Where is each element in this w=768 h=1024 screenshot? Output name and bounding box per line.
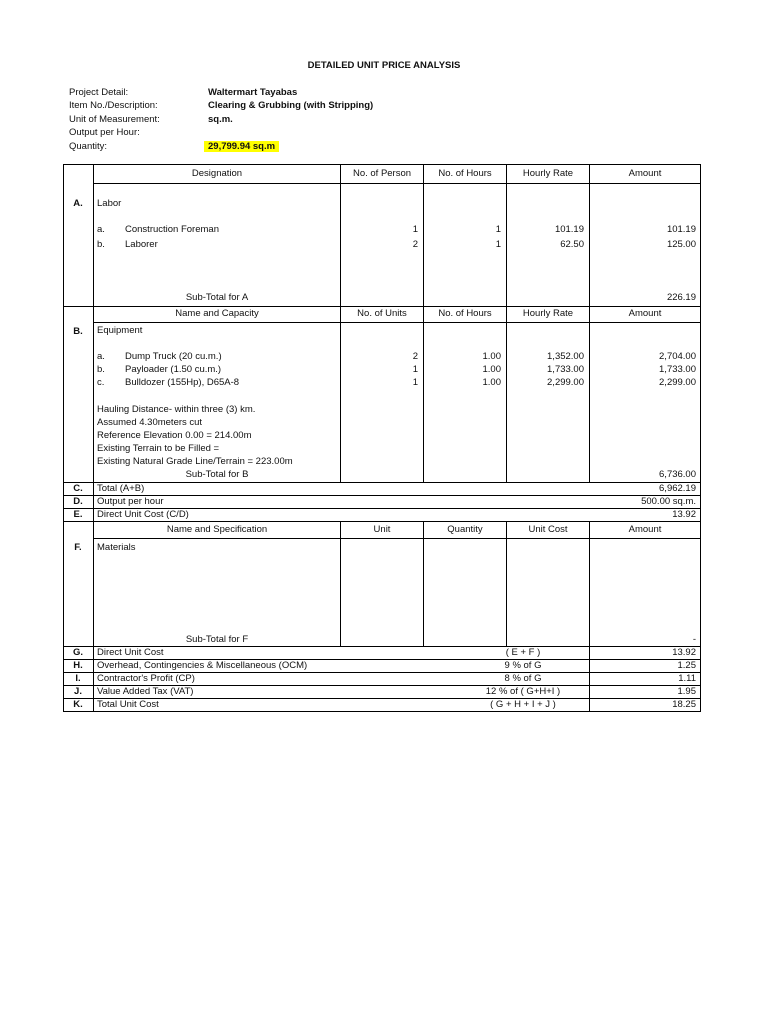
unit-measurement-label: Unit of Measurement:	[69, 113, 160, 125]
equipment-note: Assumed 4.30meters cut	[97, 417, 203, 428]
materials-subtotal: -	[692, 634, 696, 645]
labor-row-name: Laborer	[125, 239, 158, 250]
summary-amount: 13.92	[672, 509, 696, 520]
summary-label: Direct Unit Cost (C/D)	[97, 509, 189, 520]
equipment-header-units: No. of Units	[357, 308, 407, 319]
grid-line	[93, 538, 701, 539]
equipment-subtotal: 6,736.00	[659, 469, 696, 480]
equipment-row-rate: 1,352.00	[547, 351, 584, 362]
labor-header-hours: No. of Hours	[438, 168, 492, 179]
labor-row-letter: a.	[97, 224, 105, 235]
grid-line	[63, 164, 64, 712]
materials-header-name: Name and Specification	[166, 524, 268, 535]
equipment-row-hours: 1.00	[482, 351, 501, 362]
materials-header-unit-cost: Unit Cost	[528, 524, 568, 535]
equipment-row-rate: 1,733.00	[547, 364, 584, 375]
grid-line	[93, 183, 701, 184]
equipment-row-name: Payloader (1.50 cu.m.)	[125, 364, 222, 375]
grid-line	[589, 521, 590, 646]
equipment-row-name: Dump Truck (20 cu.m.)	[125, 351, 222, 362]
grid-line	[506, 521, 507, 646]
summary-label: Contractor's Profit (CP)	[97, 673, 195, 684]
summary-formula: 12 % of ( G+H+I )	[485, 686, 561, 697]
grid-line	[93, 164, 94, 712]
grid-line	[589, 306, 590, 482]
equipment-row-qty: 1	[412, 364, 418, 375]
equipment-header-hours: No. of Hours	[438, 308, 492, 319]
labor-header-rate: Hourly Rate	[522, 168, 574, 179]
project-detail-label: Project Detail:	[69, 87, 129, 98]
grid-line	[63, 164, 701, 165]
grid-line	[93, 322, 701, 323]
summary-amount: 1.95	[677, 686, 696, 697]
summary-code: J.	[74, 686, 82, 697]
equipment-label: Equipment	[97, 325, 143, 336]
labor-row-letter: b.	[97, 239, 105, 250]
equipment-header-name: Name and Capacity	[175, 308, 259, 319]
labor-row-rate: 62.50	[560, 239, 584, 250]
summary-label: Value Added Tax (VAT)	[97, 686, 194, 697]
summary-formula: ( E + F )	[505, 647, 541, 658]
labor-row-hours: 1	[495, 224, 501, 235]
project-detail-value: Waltermart Tayabas	[208, 87, 298, 98]
summary-formula: ( G + H + I + J )	[490, 699, 556, 710]
grid-line	[63, 521, 701, 522]
summary-code: H.	[73, 660, 83, 671]
equipment-header-amount: Amount	[628, 308, 662, 319]
price-analysis-table	[63, 164, 701, 712]
grid-line	[63, 711, 701, 712]
materials-label: Materials	[97, 542, 136, 553]
labor-header-designation: Designation	[191, 168, 243, 179]
materials-code: F.	[74, 542, 82, 553]
summary-label: Output per hour	[97, 496, 164, 507]
materials-header-amount: Amount	[628, 524, 662, 535]
labor-row-rate: 101.19	[554, 224, 584, 235]
labor-row-name: Construction Foreman	[125, 224, 219, 235]
summary-amount: 500.00 sq.m.	[641, 496, 696, 507]
equipment-row-amount: 1,733.00	[659, 364, 696, 375]
summary-label: Total (A+B)	[97, 483, 145, 494]
summary-code: C.	[73, 483, 83, 494]
labor-subtotal-label: Sub-Total for A	[185, 292, 249, 303]
equipment-row-letter: b.	[97, 364, 105, 375]
labor-row-amount: 101.19	[666, 224, 696, 235]
materials-subtotal-label: Sub-Total for F	[185, 634, 249, 645]
grid-line	[423, 521, 424, 646]
summary-amount: 18.25	[672, 699, 696, 710]
summary-amount: 13.92	[672, 647, 696, 658]
labor-header-persons: No. of Person	[352, 168, 412, 179]
equipment-note: Hauling Distance- within three (3) km.	[97, 404, 256, 415]
summary-amount: 6,962.19	[659, 483, 696, 494]
summary-label: Direct Unit Cost	[97, 647, 164, 658]
materials-header-quantity: Quantity	[447, 524, 483, 535]
labor-row-qty: 2	[412, 239, 418, 250]
equipment-row-amount: 2,704.00	[659, 351, 696, 362]
equipment-row-hours: 1.00	[482, 364, 501, 375]
summary-code: D.	[73, 496, 83, 507]
equipment-note: Reference Elevation 0.00 = 214.00m	[97, 430, 252, 441]
document-title: DETAILED UNIT PRICE ANALYSIS	[307, 60, 461, 71]
output-per-hour-label: Output per Hour:	[69, 127, 140, 139]
quantity-label: Quantity:	[69, 140, 108, 152]
equipment-row-letter: a.	[97, 351, 105, 362]
equipment-row-hours: 1.00	[482, 377, 501, 388]
equipment-row-rate: 2,299.00	[547, 377, 584, 388]
summary-formula: 9 % of G	[504, 660, 542, 671]
unit-measurement-value: sq.m.	[208, 113, 233, 125]
equipment-row-qty: 1	[412, 377, 418, 388]
labor-label: Labor	[97, 198, 122, 209]
equipment-note: Existing Natural Grade Line/Terrain = 223.00m	[97, 456, 293, 467]
equipment-row-name: Bulldozer (155Hp), D65A-8	[125, 377, 240, 388]
labor-row-amount: 125.00	[666, 239, 696, 250]
grid-line	[340, 521, 341, 646]
labor-row-qty: 1	[412, 224, 418, 235]
summary-code: G.	[72, 647, 84, 658]
grid-line	[340, 306, 341, 482]
grid-line	[423, 306, 424, 482]
summary-label: Total Unit Cost	[97, 699, 159, 710]
labor-row-hours: 1	[495, 239, 501, 250]
labor-code: A.	[73, 198, 83, 209]
equipment-note: Existing Terrain to be Filled =	[97, 443, 220, 454]
equipment-row-amount: 2,299.00	[659, 377, 696, 388]
summary-formula: 8 % of G	[504, 673, 542, 684]
equipment-row-qty: 2	[412, 351, 418, 362]
item-description-value: Clearing & Grubbing (with Stripping)	[208, 100, 374, 112]
grid-line	[506, 306, 507, 482]
materials-header-unit: Unit	[373, 524, 391, 535]
grid-line	[700, 164, 701, 712]
summary-code: E.	[73, 509, 83, 520]
summary-code: K.	[73, 699, 83, 710]
summary-amount: 1.25	[677, 660, 696, 671]
labor-subtotal: 226.19	[666, 292, 696, 303]
summary-code: I.	[75, 673, 81, 684]
item-description-label: Item No./Description:	[69, 100, 158, 112]
summary-amount: 1.11	[678, 673, 696, 684]
equipment-code: B.	[73, 326, 83, 337]
labor-header-amount: Amount	[628, 168, 662, 179]
quantity-value: 29,799.94 sq.m	[204, 141, 279, 152]
summary-label: Overhead, Contingencies & Miscellaneous (OCM)	[97, 660, 308, 671]
equipment-row-letter: c.	[97, 377, 105, 388]
equipment-subtotal-label: Sub-Total for B	[185, 469, 249, 480]
equipment-header-rate: Hourly Rate	[522, 308, 574, 319]
